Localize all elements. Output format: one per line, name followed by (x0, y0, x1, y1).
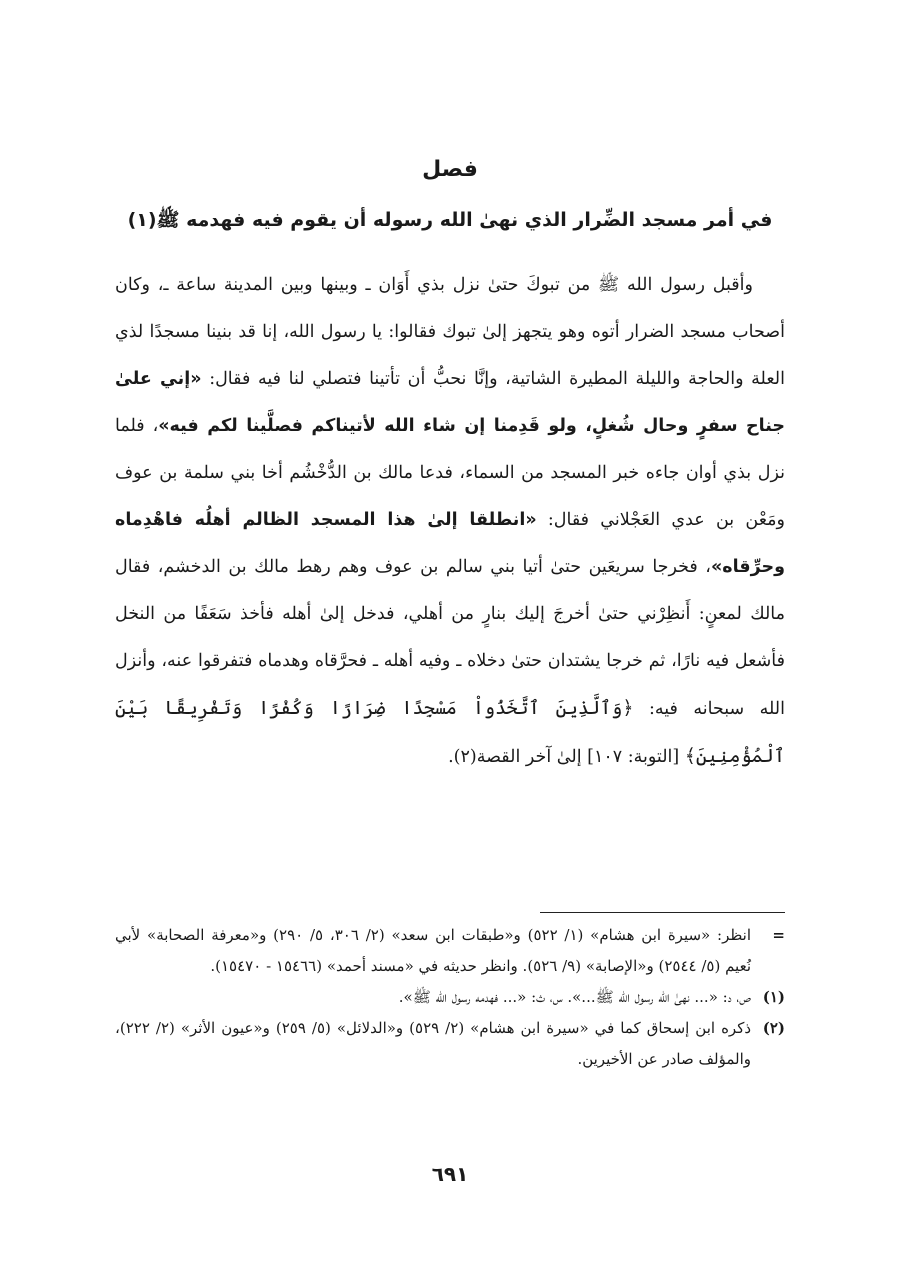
footnote-marker: (٢) (762, 1019, 785, 1037)
page-number: ٦٩١ (431, 1162, 469, 1186)
main-text (115, 262, 785, 781)
footnote-separator (540, 912, 785, 913)
quran-verse: ﴿وَٱلَّذِينَ ٱتَّخَذُواْ مَسْجِدًا ضِرَارًا وَكُفْرًا وَتَفْرِيقًا بَيْنَ ٱلْمُؤْمِنِينَ﴾ (115, 697, 785, 767)
footnote-1 (115, 982, 785, 1013)
footnote-text: ص، د: «... نهىٰ الله رسول الله ﷺ...». س، ث: «... فهدمه رسول الله ﷺ». (398, 988, 751, 1006)
footnote-2 (115, 1013, 785, 1075)
narrative-text-4: [التوبة: ١٠٧] إلىٰ آخر القصة(٢). (448, 747, 685, 767)
book-page (115, 0, 785, 1271)
prophet-quote-2: «انطلقا إلىٰ هذا المسجد الظالم أهلُه فاهْدِماه وحرِّقاه» (115, 510, 785, 577)
prophet-quote-1: «إني علىٰ جناح سفرٍ وحال شُغلٍ، ولو قَدِمنا إن شاء الله لأتيناكم فصلَّينا لكم فيه» (115, 369, 785, 436)
narrative-text-2: ، فلما نزل بذي أوان جاءه خبر المسجد من السماء، فدعا مالك بن الدُّخْشُم أخا بني سلمة بن عوف ومَعْن بن عدي العَجْلاني فقال: (115, 416, 785, 530)
footnote-marker: = (772, 926, 785, 944)
footnote-continuation (115, 920, 785, 982)
section-subtitle: في أمر مسجد الضِّرار الذي نهىٰ الله رسوله أن يقوم فيه فهدمه ﷺ(١) (127, 209, 773, 231)
section-heading: فصل (422, 157, 478, 182)
footnote-text: انظر: «سيرة ابن هشام» (١/ ٥٢٢) و«طبقات ابن سعد» (٢/ ٣٠٦، ٥/ ٢٩٠) و«معرفة الصحابة» لأبي نُعيم (٥/ ٢٥٤٤) و«الإصابة» (٩/ ٥٢٦). وانظر حديثه في «مسند أحمد» (١٥٤٦٦ - ١٥٤٧٠). (115, 926, 751, 975)
narrative-text-3: ، فخرجا سريعَين حتىٰ أتيا بني سالم بن عوف وهم رهط مالك بن الدخشم، فقال مالك لمعنٍ: أَنظِرْني حتىٰ أخرجَ إليك بنارٍ من أهلي، فدخل إلىٰ أهله فأخذ سَعَفًا من النخل فأشعل فيه نارًا، ثم خرجا يشتدان حتىٰ دخلاه ـ وفيه أهله ـ فحرَّقاه وهدماه فتفرقوا عنه، وأنزل الله سبحانه فيه: (115, 557, 785, 719)
footnotes (115, 920, 785, 1075)
footnote-marker: (١) (762, 988, 785, 1006)
footnote-text: ذكره ابن إسحاق كما في «سيرة ابن هشام» (٢/ ٥٢٩) و«الدلائل» (٥/ ٢٥٩) و«عيون الأثر» (٢/ ٢٢٢)، والمؤلف صادر عن الأخيرين. (115, 1019, 752, 1068)
main-paragraph (115, 262, 785, 781)
narrative-text-1: وأقبل رسول الله ﷺ من تبوكَ حتىٰ نزل بذي أَوَان ـ وبينها وبين المدينة ساعة ـ، وكان أصحاب مسجد الضرار أتوه وهو يتجهز إلىٰ تبوك فقالوا: يا رسول الله، إنا قد بنينا مسجدًا لذي العلة والحاجة والليلة المطيرة الشاتية، وإنَّا نحبُّ أن تأتينا فتصلي لنا فيه فقال: (115, 275, 785, 389)
